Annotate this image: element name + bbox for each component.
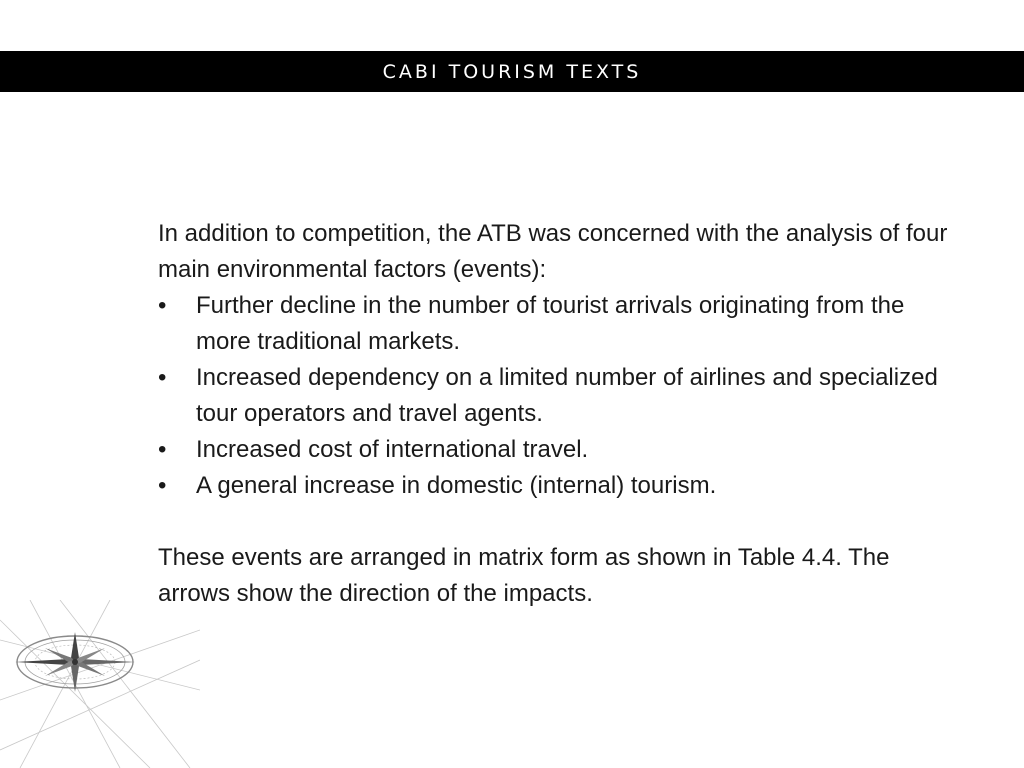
slide-body	[158, 216, 958, 612]
bullet-icon: •	[158, 436, 167, 463]
bullet-text: A general increase in domestic (internal) tourism.	[196, 472, 717, 499]
bullet-icon: •	[158, 364, 167, 391]
compass-rose-icon	[0, 600, 200, 768]
closing-text: These events are arranged in matrix form as shown in Table 4.4. The arrows show the direction of the impacts.	[158, 544, 890, 607]
bullet-item	[158, 468, 958, 504]
bullet-list	[158, 288, 958, 504]
bullet-text: Increased dependency on a limited number of airlines and specialized tour operators and travel agents.	[196, 364, 938, 427]
spacer	[158, 504, 958, 540]
bullet-icon: •	[158, 472, 167, 499]
bullet-icon: •	[158, 292, 167, 319]
header-title: CABI TOURISM TEXTS	[382, 60, 642, 83]
bullet-item	[158, 432, 958, 468]
bullet-text: Further decline in the number of tourist arrivals originating from the more traditional markets.	[196, 292, 905, 355]
header-bar	[0, 51, 1024, 92]
bullet-item	[158, 360, 958, 432]
intro-text: In addition to competition, the ATB was concerned with the analysis of four main environmental factors (events):	[158, 220, 948, 283]
bullet-text: Increased cost of international travel.	[196, 436, 589, 463]
bullet-item	[158, 288, 958, 360]
